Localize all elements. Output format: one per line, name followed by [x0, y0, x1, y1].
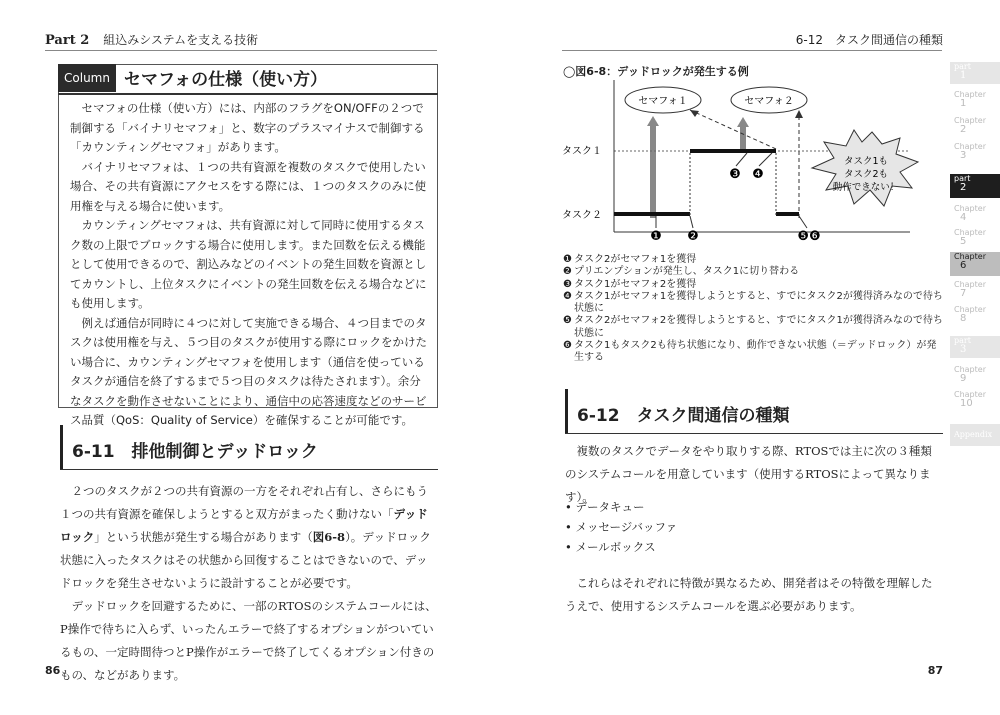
- side-tab-chapter-3[interactable]: Chapter 3: [954, 142, 986, 161]
- task1-run-bar: [690, 149, 776, 153]
- body-paragraph: これらはそれぞれに特徴が異なるため、開発者はその特徴を理解したうえで、使用するシステムコールを選ぶ必要があります。: [565, 576, 933, 613]
- task2-label: タスク２: [562, 210, 602, 221]
- legend-item: ❸ タスク1がセマフォ2を獲得: [563, 278, 697, 290]
- term-deadlock: デッドロック: [60, 507, 428, 544]
- column-paragraph: バイナリセマフォは、１つの共有資源を複数のタスクで使用したい場合、その共有資源にアクセスをする際には、１つのタスクのみに使用権を与える場合に使います。: [70, 159, 427, 213]
- section-rule: [565, 433, 943, 434]
- side-tab-appendix[interactable]: Appendix: [950, 424, 1000, 446]
- figure-legend: [563, 254, 943, 365]
- wait-arrow-1: [690, 110, 776, 149]
- section-6-11-body: [60, 480, 438, 687]
- list-item: • データキュー: [565, 500, 645, 514]
- running-header-right: 6-12 タスク間通信の種類: [795, 33, 943, 47]
- body-paragraph: デッドロックを回避するために、一部のRTOSのシステムコールには、P操作で待ちに入らず、いったんエラーで終了するオプションがついているもの、一定時間待つとP操作がエラーで終了してくるオプション付きのもの、などがあります。: [60, 599, 437, 682]
- section-title-6-11: 6-11 排他制御とデッドロック: [72, 442, 318, 462]
- side-tab-chapter-7[interactable]: Chapter 7: [954, 280, 986, 299]
- legend-item: ❺ タスク2がセマフォ2を獲得しようとすると、すでにタスク1が獲得済みなので待ち状態に: [563, 315, 943, 339]
- header-rule-left: [45, 50, 437, 51]
- legend-item: ❹ タスク1がセマフォ1を獲得しようとすると、すでにタスク2が獲得済みなので待ち状態に: [563, 290, 943, 315]
- part-title: 組込みシステムを支える技術: [103, 33, 259, 47]
- legend-item: ❷ プリエンプションが発生し、タスク1に切り替わる: [563, 266, 800, 278]
- burst-line-3: 動作できない！: [832, 182, 900, 193]
- list-item: • メッセージバッファ: [565, 520, 678, 534]
- side-tab-chapter-2[interactable]: Chapter 2: [954, 116, 986, 135]
- column-body: [70, 99, 428, 431]
- ipc-type-list: [565, 497, 677, 557]
- side-tab-chapter-6[interactable]: Chapter 6: [950, 252, 1000, 276]
- side-tab-chapter-9[interactable]: Chapter 9: [954, 365, 986, 384]
- side-tab-chapter-4[interactable]: Chapter 4: [954, 204, 986, 223]
- marker-1: ❶: [650, 229, 662, 244]
- legend-item: ❻ タスク1もタスク2も待ち状態になり、動作できない状態（＝デッドロック）が発生する: [563, 340, 937, 364]
- task2-run-bar: [614, 212, 690, 216]
- body-paragraph: 複数のタスクでデータをやり取りする際、RTOSでは主に次の３種類のシステムコールを用意しています（使用するRTOSによって異なります）。: [565, 444, 932, 504]
- section-bar: [60, 425, 63, 469]
- part-label: Part 2: [45, 33, 90, 48]
- header-rule-right: [562, 50, 942, 51]
- acquire-arrow-2: [740, 126, 746, 149]
- marker-4: ❹: [752, 167, 764, 182]
- section-rule: [60, 469, 438, 470]
- side-tab-part-1[interactable]: part 1: [950, 62, 1000, 84]
- semaphore1-label: セマフォ１: [638, 96, 688, 107]
- column-paragraph: セマフォの仕様（使い方）には、内部のフラグをON/OFFの２つで制御する「バイナリセマフォ」と、数字のプラスマイナスで制御する「カウンティングセマフォ」があります。: [70, 101, 425, 154]
- side-tab-chapter-5[interactable]: Chapter 5: [954, 228, 986, 247]
- marker-2: ❷: [687, 229, 699, 244]
- running-header-left: [45, 31, 258, 48]
- marker-5-6: ❺❻: [797, 229, 821, 244]
- column-title-rule: [58, 93, 438, 95]
- figure-ref: 図6-8: [312, 530, 346, 544]
- section-6-12-outro: [565, 572, 943, 618]
- body-paragraph: ２つのタスクが２つの共有資源の一方をそれぞれ占有し、さらにもう１つの共有資源を確保しようとすると双方がまったく動けない「デッドロック」という状態が発生する場合があります（図6-8）。デッドロック状態に入ったタスクはその状態から回復することはできないので、デッドロックを発生させないように設計することが必要です。: [60, 484, 431, 590]
- list-item: • メールボックス: [565, 540, 656, 554]
- burst-line-1: タスク1も: [843, 156, 889, 167]
- side-tab-chapter-1[interactable]: Chapter 1: [954, 90, 986, 109]
- column-paragraph: 例えば通信が同時に４つに対して実施できる場合、４つ目までのタスクは使用権を与え、５つ目のタスクが使用する際にロックをかけたい場合に、カウンティングセマフォを使用します（通信を使っているタスクが通信を終了するまで５つ目のタスクは待たされます）。余分なタスクを動作させないことにより、通信中の応答速度などのサービス品質（QoS：Quality of Service）を確保することが可能です。: [70, 315, 427, 427]
- task2-run-bar-2: [776, 212, 799, 216]
- deadlock-burst: [812, 130, 918, 206]
- legend-item: ❶ タスク2がセマフォ1を獲得: [563, 254, 697, 265]
- figure-caption: ◯図6-8：デッドロックが発生する例: [563, 65, 749, 78]
- side-tab-part-2[interactable]: part 2: [950, 174, 1000, 198]
- column-paragraph: カウンティングセマフォは、共有資源に対して同時に使用するタスク数の上限でブロックする場合に使用します。また回数を伝える機能として使用できるので、割込みなどのイベントの発生回数を資源としてカウントし、上位タスクにイベントの発生回数を伝える場合などにも使用します。: [70, 218, 427, 310]
- column-title: セマフォの仕様（使い方）: [124, 70, 328, 90]
- deadlock-diagram: [562, 80, 947, 255]
- side-tab-chapter-8[interactable]: Chapter 8: [954, 305, 986, 324]
- task1-label: タスク１: [562, 146, 602, 157]
- marker-3: ❸: [729, 167, 741, 182]
- side-tab-chapter-10[interactable]: Chapter 10: [954, 390, 986, 409]
- side-tab-part-3[interactable]: part 3: [950, 336, 1000, 358]
- page-number-left: 86: [45, 664, 61, 677]
- column-tag: Column: [58, 64, 116, 92]
- page-number-right: 87: [927, 664, 943, 677]
- section-title-6-12: 6-12 タスク間通信の種類: [577, 406, 790, 426]
- semaphore2-label: セマフォ２: [744, 96, 794, 107]
- acquire-arrow-1: [650, 125, 656, 218]
- burst-line-2: タスク2も: [843, 169, 889, 180]
- section-bar: [565, 389, 568, 433]
